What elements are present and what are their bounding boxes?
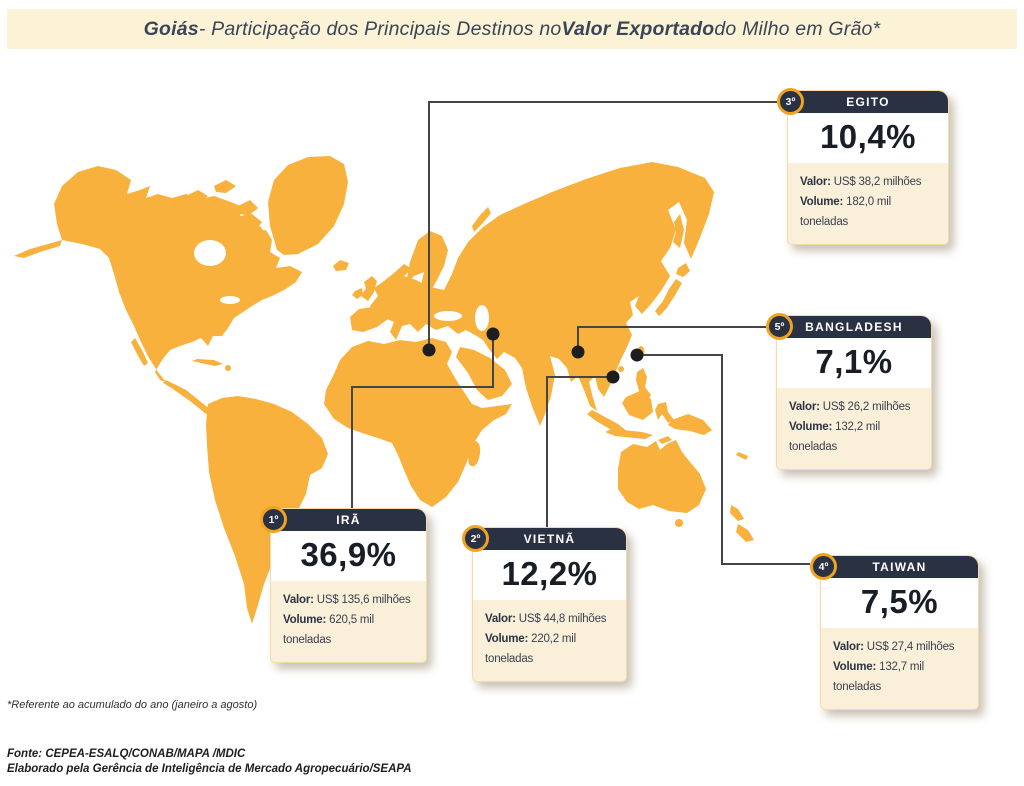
card-share-percent: 36,9%	[271, 531, 426, 581]
volume-unit: toneladas	[789, 441, 838, 453]
volume-label: Volume:	[833, 661, 877, 673]
volume-value: 132,2 mil	[835, 421, 880, 433]
iceland	[333, 260, 349, 271]
valor-value: US$ 38,2 milhões	[833, 176, 922, 188]
card-share-percent: 7,5%	[821, 578, 978, 628]
volume-line	[800, 192, 942, 212]
valor-label: Valor:	[789, 401, 820, 413]
volume-unit: toneladas	[800, 216, 849, 228]
volume-label: Volume:	[789, 421, 833, 433]
greenland	[268, 156, 348, 255]
volume-unit: toneladas	[485, 653, 534, 665]
card-country-name: BANGLADESH	[777, 316, 931, 338]
title-part-emphasis: Valor Exportado	[561, 17, 715, 40]
valor-line	[789, 397, 925, 417]
hudson-bay	[194, 240, 226, 266]
valor-label: Valor:	[800, 176, 831, 188]
volume-line	[789, 417, 925, 437]
valor-line	[485, 609, 620, 629]
valor-value: US$ 26,2 milhões	[822, 401, 911, 413]
valor-value: US$ 44,8 milhões	[518, 613, 607, 625]
black-sea	[434, 311, 462, 321]
tasmania	[675, 519, 683, 527]
rank-badge: 4º	[810, 553, 837, 580]
central-america	[163, 380, 214, 417]
card-details	[777, 388, 931, 469]
volume-line	[283, 610, 420, 630]
destination-card-vietna	[472, 527, 627, 682]
card-country-name: EGITO	[788, 91, 948, 113]
arabian-peninsula	[456, 347, 512, 400]
valor-label: Valor:	[485, 613, 516, 625]
volume-line	[485, 629, 620, 649]
card-details	[473, 600, 626, 681]
destination-card-taiwan	[820, 555, 979, 710]
valor-line	[833, 637, 972, 657]
volume-label: Volume:	[283, 614, 327, 626]
valor-value: US$ 135,6 milhões	[316, 594, 411, 606]
rank-badge: 1º	[260, 506, 287, 533]
map-marker-egito	[423, 344, 436, 357]
destination-card-egito	[787, 90, 949, 245]
rank-badge: 5º	[766, 313, 793, 340]
card-details	[788, 163, 948, 244]
volume-value: 220,2 mil	[531, 633, 576, 645]
card-share-percent: 12,2%	[473, 550, 626, 600]
rank-badge: 3º	[777, 88, 804, 115]
volume-unit: toneladas	[833, 681, 882, 693]
card-details	[271, 581, 426, 662]
source-line-2: Elaborado pela Gerência de Inteligência de Mercado Agropecuário/SEAPA	[7, 762, 412, 775]
valor-label: Valor:	[283, 594, 314, 606]
map-marker-taiwan	[631, 349, 644, 362]
valor-label: Valor:	[833, 641, 864, 653]
card-share-percent: 10,4%	[788, 113, 948, 163]
footnote-note: *Referente ao acumulado do ano (janeiro a agosto)	[7, 699, 258, 711]
title-part-tail: do Milho em Grão*	[714, 17, 881, 40]
hokkaido	[676, 263, 690, 277]
volume-line	[833, 657, 972, 677]
great-lakes	[220, 296, 240, 304]
ireland	[352, 288, 363, 299]
volume-label: Volume:	[800, 196, 844, 208]
rank-badge: 2º	[462, 525, 489, 552]
new-zealand-north	[730, 505, 744, 521]
connector-vietna	[547, 377, 613, 528]
valor-line	[283, 590, 420, 610]
volume-label: Volume:	[485, 633, 529, 645]
volume-value: 620,5 mil	[329, 614, 374, 626]
volume-unit: toneladas	[283, 634, 332, 646]
sulawesi	[655, 402, 674, 423]
volume-value: 132,7 mil	[879, 661, 924, 673]
map-marker-bangladesh	[572, 346, 585, 359]
map-marker-ira	[487, 328, 500, 341]
card-share-percent: 7,1%	[777, 338, 931, 388]
card-country-name: IRÃ	[271, 509, 426, 531]
cuba-island	[192, 359, 223, 366]
valor-line	[800, 172, 942, 192]
volume-value: 182,0 mil	[846, 196, 891, 208]
new-guinea	[668, 414, 712, 435]
title-part-main: - Participação dos Principais Destinos no	[198, 17, 562, 40]
title-part-state: Goiás	[143, 17, 199, 40]
map-marker-vietna	[607, 371, 620, 384]
valor-value: US$ 27,4 milhões	[866, 641, 955, 653]
caspian-sea	[475, 305, 489, 331]
card-country-name: VIETNÃ	[473, 528, 626, 550]
card-country-name: TAIWAN	[821, 556, 978, 578]
card-details	[821, 628, 978, 709]
source-line-1: Fonte: CEPEA-ESALQ/CONAB/MAPA /MDIC	[7, 748, 246, 760]
australia	[618, 440, 706, 513]
source-block	[7, 747, 412, 776]
destination-card-ira	[270, 508, 427, 663]
new-zealand-south	[736, 524, 754, 542]
continent-north-america	[14, 166, 302, 382]
hainan-island	[618, 366, 624, 372]
destination-card-bangladesh	[776, 315, 932, 470]
hispaniola-island	[225, 365, 231, 371]
java	[605, 429, 653, 439]
